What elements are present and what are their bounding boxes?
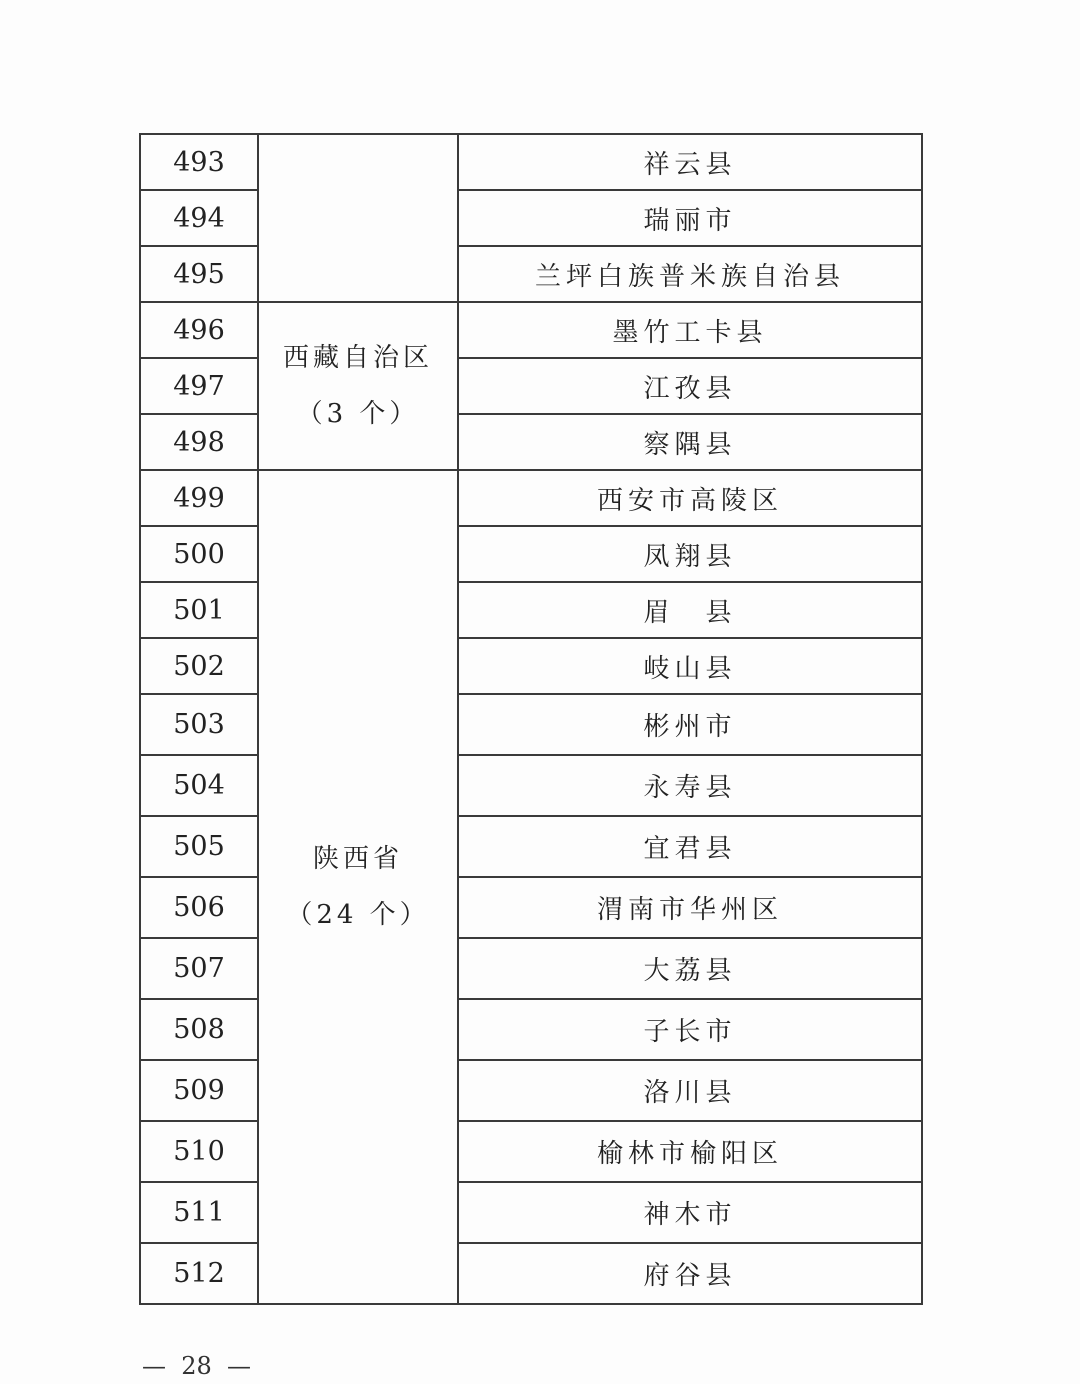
county-name: 瑞丽市 — [458, 190, 922, 246]
province-cell-shaanxi — [258, 470, 458, 1304]
table-row — [140, 999, 922, 1060]
table-row — [140, 694, 922, 755]
county-name: 凤翔县 — [458, 526, 922, 582]
row-number: 511 — [140, 1182, 258, 1243]
province-count: （3 个） — [296, 399, 420, 429]
row-number: 494 — [140, 190, 258, 246]
row-number: 503 — [140, 694, 258, 755]
table-row — [140, 638, 922, 694]
row-number: 498 — [140, 414, 258, 470]
row-number: 512 — [140, 1243, 258, 1304]
row-number: 509 — [140, 1060, 258, 1121]
county-name: 兰坪白族普米族自治县 — [458, 246, 922, 302]
county-name: 府谷县 — [458, 1243, 922, 1304]
county-name: 永寿县 — [458, 755, 922, 816]
county-name: 江孜县 — [458, 358, 922, 414]
table-row — [140, 1060, 922, 1121]
county-name: 洛川县 — [458, 1060, 922, 1121]
county-name: 神木市 — [458, 1182, 922, 1243]
row-number: 510 — [140, 1121, 258, 1182]
table-row — [140, 1182, 922, 1243]
county-name: 岐山县 — [458, 638, 922, 694]
province-cell-yunnan — [258, 134, 458, 302]
table-row — [140, 358, 922, 414]
county-name: 榆林市榆阳区 — [458, 1121, 922, 1182]
row-number: 505 — [140, 816, 258, 877]
table-row — [140, 1121, 922, 1182]
row-number: 499 — [140, 470, 258, 526]
row-number: 497 — [140, 358, 258, 414]
county-name: 西安市高陵区 — [458, 470, 922, 526]
table-row — [140, 1243, 922, 1304]
row-number: 493 — [140, 134, 258, 190]
table-row — [140, 246, 922, 302]
row-number: 501 — [140, 582, 258, 638]
row-number: 502 — [140, 638, 258, 694]
table-row — [140, 877, 922, 938]
county-name: 子长市 — [458, 999, 922, 1060]
province-name: 西藏自治区 — [282, 343, 433, 373]
table-row — [140, 414, 922, 470]
province-count: （24 个） — [286, 900, 430, 930]
county-name: 眉 县 — [458, 582, 922, 638]
county-name: 宜君县 — [458, 816, 922, 877]
table-row — [140, 938, 922, 999]
row-number: 504 — [140, 755, 258, 816]
row-number: 507 — [140, 938, 258, 999]
row-number: 506 — [140, 877, 258, 938]
county-name: 彬州市 — [458, 694, 922, 755]
county-name: 察隅县 — [458, 414, 922, 470]
table-row — [140, 302, 922, 358]
county-name: 大荔县 — [458, 938, 922, 999]
province-name: 陕西省 — [312, 844, 403, 874]
row-number: 508 — [140, 999, 258, 1060]
table-row — [140, 755, 922, 816]
province-cell-tibet — [258, 302, 458, 470]
county-name: 墨竹工卡县 — [458, 302, 922, 358]
row-number: 496 — [140, 302, 258, 358]
table-row — [140, 816, 922, 877]
table-row — [140, 134, 922, 190]
table-row — [140, 470, 922, 526]
county-name: 祥云县 — [458, 134, 922, 190]
table-row — [140, 526, 922, 582]
county-name: 渭南市华州区 — [458, 877, 922, 938]
row-number: 500 — [140, 526, 258, 582]
page-number: — 28 — — [142, 1352, 252, 1380]
county-list-table — [139, 133, 923, 1305]
table-row — [140, 582, 922, 638]
row-number: 495 — [140, 246, 258, 302]
table-row — [140, 190, 922, 246]
